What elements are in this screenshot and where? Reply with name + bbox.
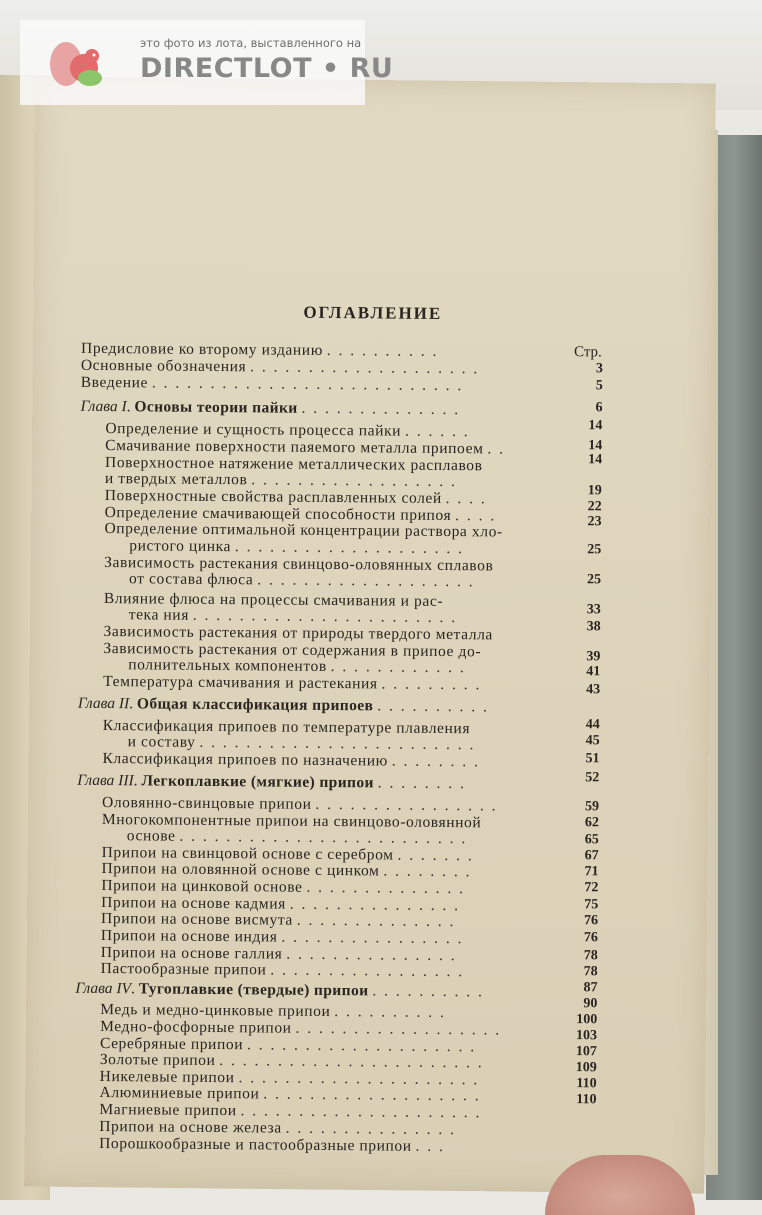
page-number: 90 — [583, 996, 598, 1012]
toc-entry: и составу . . . . . . . . . . . . . . . . . . . . . . . . — [127, 733, 476, 754]
toc-entry: Определение оптимальной концентрации раствора хло- — [104, 520, 503, 541]
page-number: 38 — [586, 619, 601, 635]
toc-entry: Припои на основе галлия . . . . . . . . . . . . . . . — [100, 944, 457, 965]
toc-entry: Оловянно-свинцовые припои . . . . . . . . . . . . . . . . — [102, 794, 498, 815]
page-number: 45 — [585, 733, 600, 749]
page-number: 76 — [583, 930, 599, 946]
page-number: 110 — [576, 1092, 597, 1108]
toc-entry: ристого цинка . . . . . . . . . . . . . . . . . . . . — [129, 537, 465, 558]
toc-entry: Температура смачивания и растекания . . . . . . . . . — [103, 673, 482, 694]
toc-entry: основе . . . . . . . . . . . . . . . . . . . . . . . . . — [126, 827, 468, 848]
watermark-brand: DIRECTLOT • RU — [140, 53, 394, 84]
page-number: 3 — [595, 361, 603, 377]
toc-entry: Поверхностное натяжение металлических расплавов — [104, 454, 483, 475]
toc-chapter: Глава III. Легкоплавкие (мягкие) припои . . . . . . . . — [77, 771, 466, 793]
page-number: 78 — [583, 948, 598, 964]
toc-entry: Порошкообразные и пастообразные припои . . . — [99, 1135, 446, 1156]
page-number: 72 — [584, 880, 599, 896]
page-number: 44 — [585, 717, 600, 733]
page-number: 78 — [583, 964, 598, 980]
page-number: 87 — [583, 980, 598, 996]
page-number: 33 — [586, 602, 601, 618]
toc-entry: Многокомпонентные припои на свинцово-оловянной — [101, 811, 482, 832]
toc-entry: Медь и медно-цинковые припои . . . . . . . . . . — [100, 1001, 447, 1022]
toc-entry: от состава флюса . . . . . . . . . . . . . . . . . . . — [128, 570, 475, 591]
toc-entry: Поверхностные свойства расплавленных солей . . . . — [104, 487, 487, 508]
page-number: 39 — [586, 649, 601, 665]
page-number: 110 — [576, 1076, 597, 1092]
page-number: 14 — [588, 452, 603, 468]
toc-entry: Зависимость растекания от природы твердого металла — [103, 623, 494, 644]
toc-entry: Предисловие ко второму изданию . . . . . . . . . . — [80, 339, 439, 360]
toc-entry: и твердых металлов . . . . . . . . . . . . . . . . . . — [104, 470, 458, 491]
page-number: 22 — [587, 499, 602, 515]
page-number: 19 — [587, 483, 602, 499]
toc-entry: Припои на основе кадмия . . . . . . . . . . . . . . . — [101, 894, 461, 915]
toc-entry: Припои на цинковой основе . . . . . . . . . . . . . . — [101, 877, 466, 898]
watermark-caption: это фото из лота, выставленного на — [140, 36, 362, 50]
toc-entry: Зависимость растекания от содержания в припое до- — [103, 640, 482, 661]
page-number: 52 — [585, 770, 600, 786]
page-number: 65 — [584, 832, 599, 848]
page-number: 100 — [576, 1012, 598, 1028]
page-number: 59 — [585, 799, 600, 815]
toc-entry: Классификация припоев по температуре плавления — [102, 717, 471, 738]
toc-entry: Смачивание поверхности паяемого металла припоем . . — [105, 437, 506, 458]
toc-entry: Основные обозначения . . . . . . . . . . . . . . . . . . . . — [80, 356, 480, 378]
toc-entry: Серебряные припои . . . . . . . . . . . . . . . . . . . . — [99, 1035, 477, 1056]
page-number: 5 — [595, 378, 603, 394]
toc-entry: Влияние флюса на процессы смачивания и рас- — [103, 590, 444, 610]
toc-chapter: Глава II. Общая классификация припоев . . . . . . . . . . — [77, 694, 489, 716]
toc-chapter: Глава I. Основы теории пайки . . . . . . . . . . . . . . — [80, 397, 461, 419]
toc-entry: Пастообразные припои . . . . . . . . . . . . . . . . . — [100, 960, 465, 981]
toc-entry: Алюминиевые припои . . . . . . . . . . . . . . . . . . . — [99, 1084, 481, 1105]
toc-chapter: Глава IV. Тугоплавкие (твердые) припои . . . . . . . . . . — [75, 979, 485, 1001]
page-number: 75 — [584, 897, 599, 913]
toc-entry: Припои на основе железа . . . . . . . . . . . . . . . — [99, 1118, 457, 1139]
page-number: 107 — [575, 1044, 598, 1060]
toc-entry: Зависимость растекания свинцово-оловянных сплавов — [104, 554, 494, 575]
page-number: 6 — [595, 400, 603, 416]
page-number: 51 — [585, 751, 600, 767]
toc-entry: Припои на оловянной основе с цинком . . . . . . . . — [101, 860, 472, 881]
page-number: 103 — [576, 1028, 598, 1044]
page-number: 23 — [587, 514, 602, 530]
toc-entry: Никелевые припои . . . . . . . . . . . . . . . . . . . . . — [99, 1068, 480, 1089]
watermark — [20, 20, 394, 105]
page-number: 67 — [584, 848, 599, 864]
squirrel-logo-icon — [46, 34, 108, 94]
page-number: 25 — [587, 542, 602, 558]
page-number: 109 — [575, 1060, 597, 1076]
toc-entry: Припои на свинцовой основе с серебром . . . . . . . — [101, 844, 474, 865]
page-number: 62 — [584, 815, 600, 831]
toc-entry: Магниевые припои . . . . . . . . . . . . . . . . . . . . . — [99, 1101, 482, 1122]
toc-entry: Определение смачивающей способности припоя . . . . — [104, 504, 497, 525]
page-number: 14 — [588, 438, 603, 454]
page-number: 43 — [586, 682, 601, 698]
page-number: 14 — [588, 418, 603, 434]
toc-entry: Введение . . . . . . . . . . . . . . . . . . . . . . . . . . . — [80, 373, 464, 395]
toc-entry: Определение и сущность процесса пайки . . . . . . — [105, 420, 470, 441]
toc-entry: Медно-фосфорные припои . . . . . . . . . . . . . . . . . . — [100, 1018, 502, 1039]
page-number: 71 — [584, 864, 599, 880]
toc-entry: полнительных компонентов . . . . . . . . . . . . — [128, 656, 466, 677]
toc-entry: Припои на основе висмута . . . . . . . . . . . . . . — [101, 910, 456, 931]
toc-entry: Припои на основе индия . . . . . . . . . . . . . . . . — [100, 927, 464, 948]
page-number: 25 — [586, 572, 602, 588]
toc-entry: Классификация припоев по назначению . . . . . . . . — [102, 750, 480, 771]
toc-entry: тека ния . . . . . . . . . . . . . . . . . . . . . . . — [128, 606, 458, 627]
toc-entry: Золотые припои . . . . . . . . . . . . . . . . . . . . . . . — [99, 1051, 484, 1072]
page-column-header: Стр. — [573, 344, 602, 361]
page-number: 76 — [584, 913, 599, 929]
toc-title: ОГЛАВЛЕНИЕ — [303, 302, 443, 323]
page-number: 41 — [586, 664, 601, 680]
